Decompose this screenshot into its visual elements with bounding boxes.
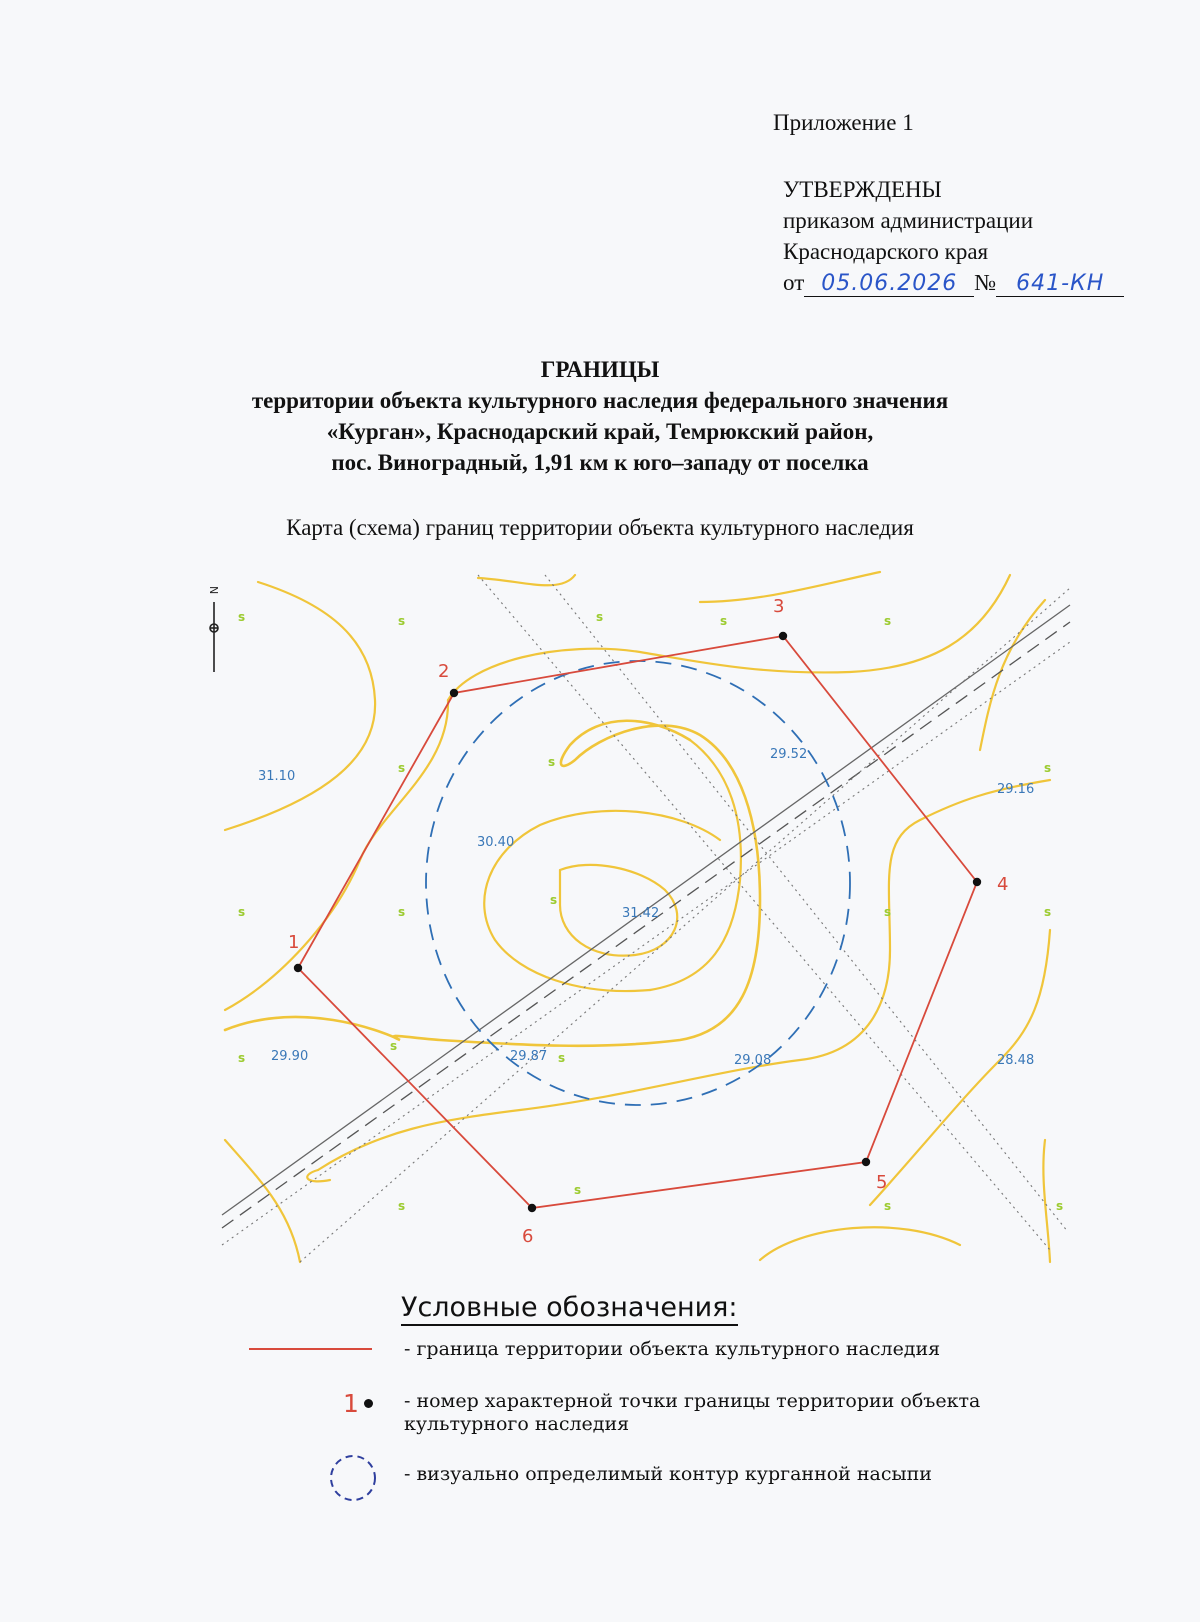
svg-text:s: s xyxy=(398,614,406,628)
boundary-point-label: 3 xyxy=(773,596,785,617)
legend-boundary-text: - граница территории объекта культурного наследия xyxy=(404,1338,941,1360)
svg-text:s: s xyxy=(390,1039,398,1053)
boundary-points xyxy=(288,596,1008,1247)
elevation-label: 29.16 xyxy=(997,782,1035,797)
order-number-field xyxy=(996,271,1124,297)
boundary-point-6 xyxy=(528,1204,536,1212)
title-line-3: «Курган», Краснодарский край, Темрюкский район, xyxy=(326,419,874,444)
svg-text:s: s xyxy=(558,1051,566,1065)
north-label: N xyxy=(207,586,220,595)
document-title xyxy=(0,354,1200,478)
elevation-label: 29.52 xyxy=(770,747,808,762)
annex-label: Приложение 1 xyxy=(773,110,914,135)
region-label: Краснодарского края xyxy=(783,239,989,264)
north-arrow-icon xyxy=(207,586,220,672)
elevation-label: 29.87 xyxy=(510,1049,548,1064)
boundary-point-label: 5 xyxy=(876,1172,888,1193)
approved-label: УТВЕРЖДЕНЫ xyxy=(783,177,942,202)
boundary-point-label: 4 xyxy=(997,874,1009,895)
elevation-label: 31.10 xyxy=(258,769,296,784)
svg-text:s: s xyxy=(884,1199,892,1213)
svg-text:s: s xyxy=(548,755,556,769)
svg-text:s: s xyxy=(1044,905,1052,919)
boundary-point-5 xyxy=(862,1158,870,1166)
title-line-4: пос. Виноградный, 1,91 км к юго–западу от поселка xyxy=(331,450,869,475)
from-prefix: от xyxy=(783,270,805,295)
order-date: 05.06.2026 xyxy=(821,271,958,296)
legend-point-text: - номер характерной точки границы территории объекта культурного наследия xyxy=(404,1390,981,1435)
svg-text:s: s xyxy=(884,614,892,628)
svg-text:s: s xyxy=(1044,761,1052,775)
elevation-label: 28.48 xyxy=(997,1053,1035,1068)
boundary-point-2 xyxy=(450,689,458,697)
svg-text:s: s xyxy=(1056,1199,1064,1213)
boundary-point-4 xyxy=(973,878,981,886)
boundary-map xyxy=(207,572,1078,1262)
elevation-label: 30.40 xyxy=(477,835,515,850)
elevation-labels xyxy=(258,747,1034,1068)
svg-text:s: s xyxy=(596,610,604,624)
boundary-point-label: 6 xyxy=(522,1226,534,1247)
order-label: приказом администрации xyxy=(783,208,1034,233)
svg-text:s: s xyxy=(238,905,246,919)
boundary-point-label: 1 xyxy=(288,932,300,953)
svg-text:s: s xyxy=(574,1183,582,1197)
map-caption: Карта (схема) границ территории объекта культурного наследия xyxy=(286,515,914,540)
title-line-2: территории объекта культурного наследия федерального значения xyxy=(251,388,949,413)
svg-text:s: s xyxy=(238,610,246,624)
legend-mound-circle-icon xyxy=(326,1452,380,1504)
legend-title: Условные обозначения: xyxy=(401,1292,738,1326)
svg-text:s: s xyxy=(398,761,406,775)
svg-text:s: s xyxy=(720,614,728,628)
boundary-point-1 xyxy=(294,964,302,972)
legend-point-dot-icon xyxy=(364,1399,373,1408)
svg-text:s: s xyxy=(398,905,406,919)
svg-text:s: s xyxy=(884,905,892,919)
approval-block xyxy=(783,174,1124,298)
elevation-label: 29.90 xyxy=(271,1049,309,1064)
elevation-label: 31.42 xyxy=(622,906,660,921)
elevation-label: 29.08 xyxy=(734,1053,772,1068)
svg-text:s: s xyxy=(550,893,558,907)
svg-text:s: s xyxy=(398,1199,406,1213)
boundary-point-3 xyxy=(779,632,787,640)
order-number: 641-КН xyxy=(1016,271,1105,296)
title-line-1: ГРАНИЦЫ xyxy=(540,357,660,382)
order-date-line xyxy=(783,267,1124,298)
svg-text:s: s xyxy=(238,1051,246,1065)
legend-point-number: 1 xyxy=(343,1389,359,1418)
legend-boundary-line-icon xyxy=(249,1348,372,1350)
number-sign: № xyxy=(974,270,997,295)
order-date-field xyxy=(804,271,974,297)
legend-mound-text: - визуально определимый контур курганной насыпи xyxy=(404,1463,932,1485)
boundary-point-label: 2 xyxy=(438,661,450,682)
